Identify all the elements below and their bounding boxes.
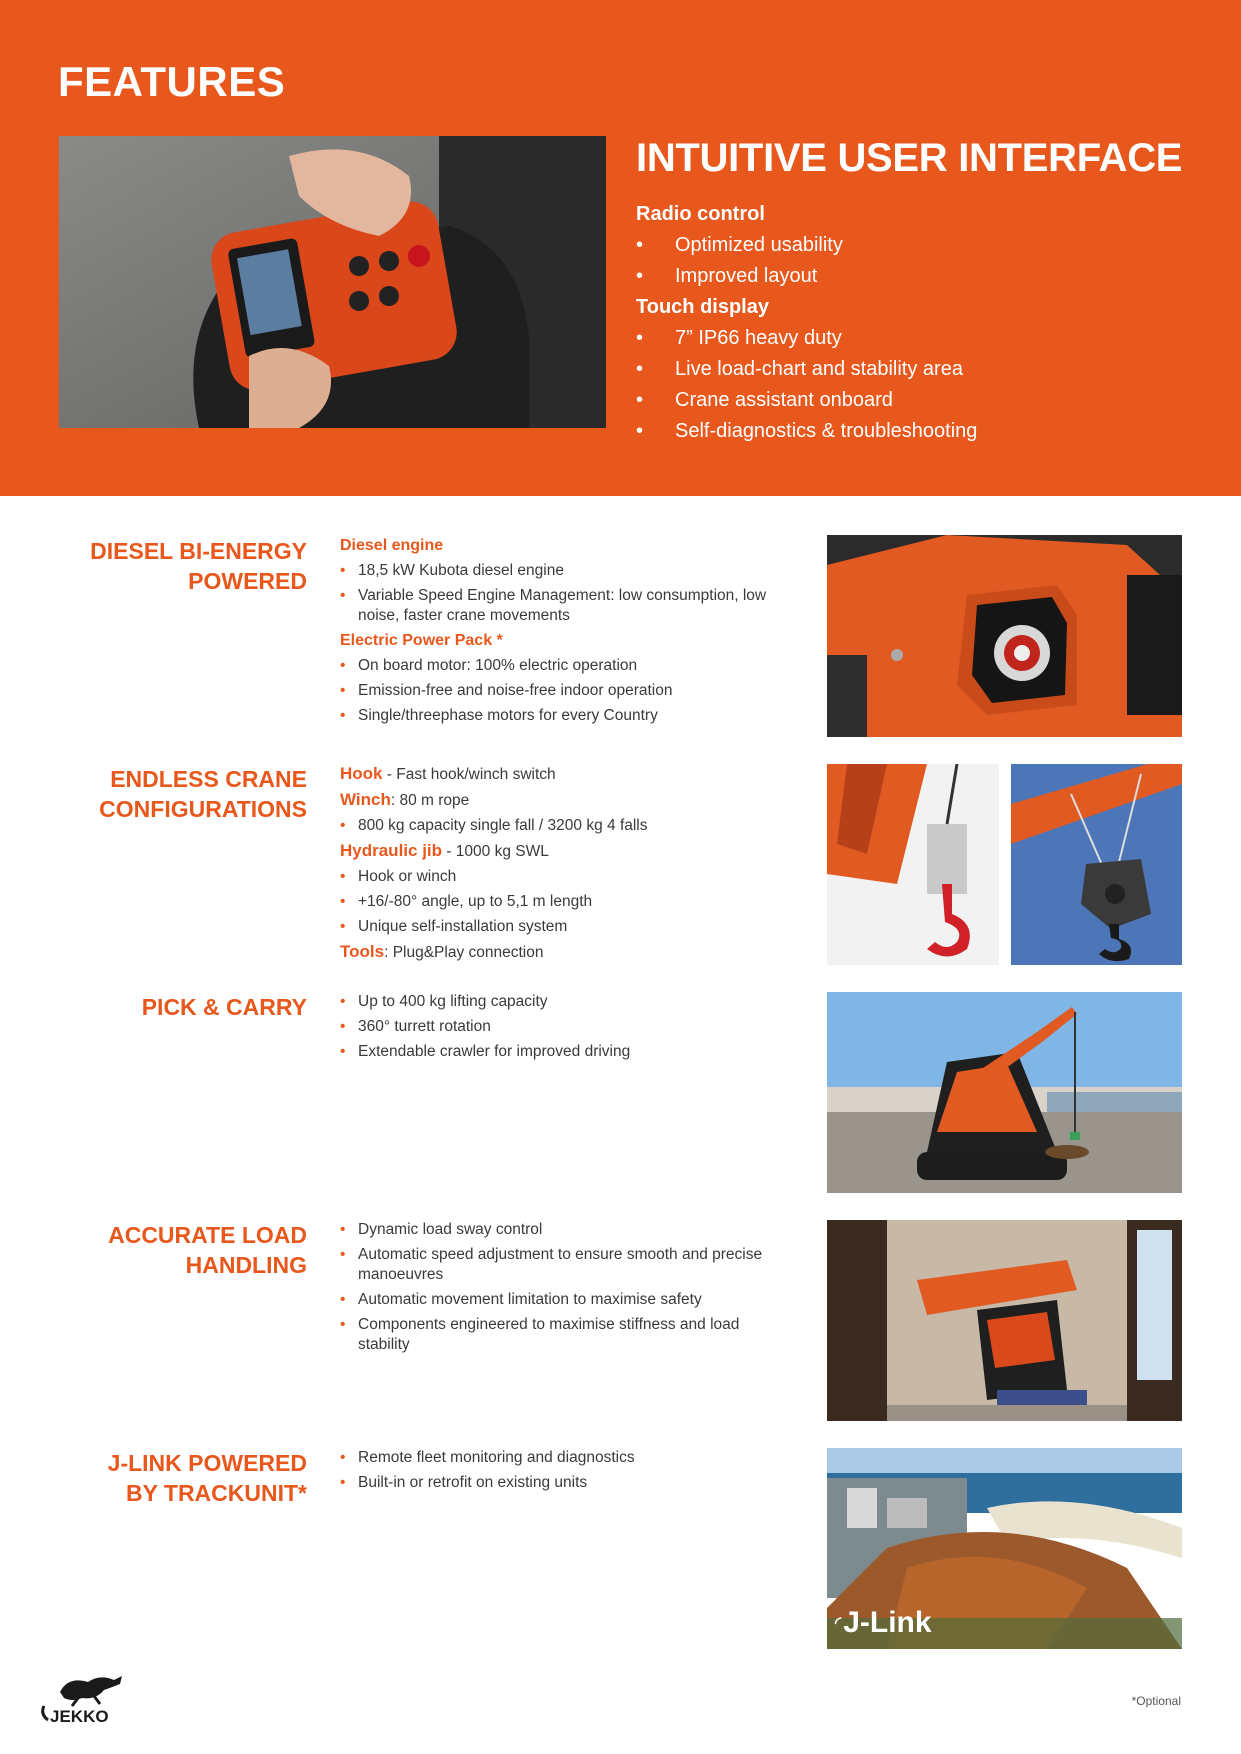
list-item: • Variable Speed Engine Management: low consumption, low noise, faster crane movements xyxy=(340,586,790,626)
signal-icon: ◜ xyxy=(835,1615,842,1632)
tools-line: Tools: Plug&Play connection xyxy=(340,942,544,961)
list-item: • Live load-chart and stability area xyxy=(636,354,1216,385)
features-hero xyxy=(0,0,1241,496)
power-socket-photo xyxy=(827,535,1182,737)
section-body xyxy=(340,992,790,1067)
list-item: • Hook or winch xyxy=(340,867,790,887)
list-item: • 360° turrett rotation xyxy=(340,1017,790,1037)
list-item: • Crane assistant onboard xyxy=(636,385,1216,416)
list-item: • Extendable crawler for improved driving xyxy=(340,1042,790,1062)
hydraulic-jib-line: Hydraulic jib - 1000 kg SWL xyxy=(340,841,549,860)
list-item: • Optimized usability xyxy=(636,230,1216,261)
indoor-crane-photo xyxy=(827,1220,1182,1421)
winch-line: Winch: 80 m rope xyxy=(340,790,470,809)
section-body xyxy=(340,536,790,731)
list-item: • Automatic speed adjustment to ensure smooth and precise manoeuvres xyxy=(340,1245,790,1285)
list-item: • Remote fleet monitoring and diagnostics xyxy=(340,1448,790,1468)
section-heading: PICK & CARRY xyxy=(141,994,307,1020)
list-item: • Components engineered to maximise stiffness and load stability xyxy=(340,1315,790,1355)
radio-control-list xyxy=(636,230,1216,292)
section-body xyxy=(340,1220,790,1360)
list-item: • Built-in or retrofit on existing units xyxy=(340,1473,790,1493)
svg-text:JEKKO: JEKKO xyxy=(50,1707,109,1726)
list-item: • 800 kg capacity single fall / 3200 kg 4 falls xyxy=(340,816,790,836)
section-title: INTUITIVE USER INTERFACE xyxy=(636,136,1183,180)
list-item: • 7” IP66 heavy duty xyxy=(636,323,1216,354)
section-heading: J-LINK POWERED BY TRACKUNIT* xyxy=(107,1450,307,1506)
jekko-logo xyxy=(38,1670,128,1726)
section-heading: ACCURATE LOAD HANDLING xyxy=(108,1222,307,1278)
electric-power-pack-heading: Electric Power Pack * xyxy=(340,632,503,649)
diesel-engine-heading: Diesel engine xyxy=(340,537,444,554)
optional-footnote: *Optional xyxy=(1131,1694,1181,1708)
j-link-aerial-photo xyxy=(827,1448,1182,1649)
list-item: • Up to 400 kg lifting capacity xyxy=(340,992,790,1012)
touch-display-list xyxy=(636,323,1216,447)
section-body xyxy=(340,764,790,968)
pick-and-carry-photo xyxy=(827,992,1182,1193)
winch-block-photo xyxy=(1011,764,1182,965)
list-item: • Unique self-installation system xyxy=(340,917,790,937)
section-body xyxy=(340,1448,790,1498)
section-heading: ENDLESS CRANE CONFIGURATIONS xyxy=(99,766,307,822)
list-item: • Single/threephase motors for every Country xyxy=(340,706,790,726)
list-item: • Improved layout xyxy=(636,261,1216,292)
j-link-logo: ◜ J-Link xyxy=(835,1606,932,1639)
list-item: • +16/-80° angle, up to 5,1 m length xyxy=(340,892,790,912)
hook-photo xyxy=(827,764,999,965)
section-heading: DIESEL BI-ENERGY POWERED xyxy=(90,538,307,594)
intuitive-ui-block xyxy=(636,136,1216,447)
list-item: • Dynamic load sway control xyxy=(340,1220,790,1240)
list-item: • Emission-free and noise-free indoor operation xyxy=(340,681,790,701)
list-item: • Self-diagnostics & troubleshooting xyxy=(636,416,1216,447)
radio-controller-photo xyxy=(59,136,606,428)
list-item: • 18,5 kW Kubota diesel engine xyxy=(340,561,790,581)
list-item: • On board motor: 100% electric operation xyxy=(340,656,790,676)
radio-control-heading: Radio control xyxy=(636,203,765,225)
hook-line: Hook - Fast hook/winch switch xyxy=(340,764,556,783)
touch-display-heading: Touch display xyxy=(636,296,769,318)
page-title: FEATURES xyxy=(58,58,286,105)
list-item: • Automatic movement limitation to maximise safety xyxy=(340,1290,790,1310)
